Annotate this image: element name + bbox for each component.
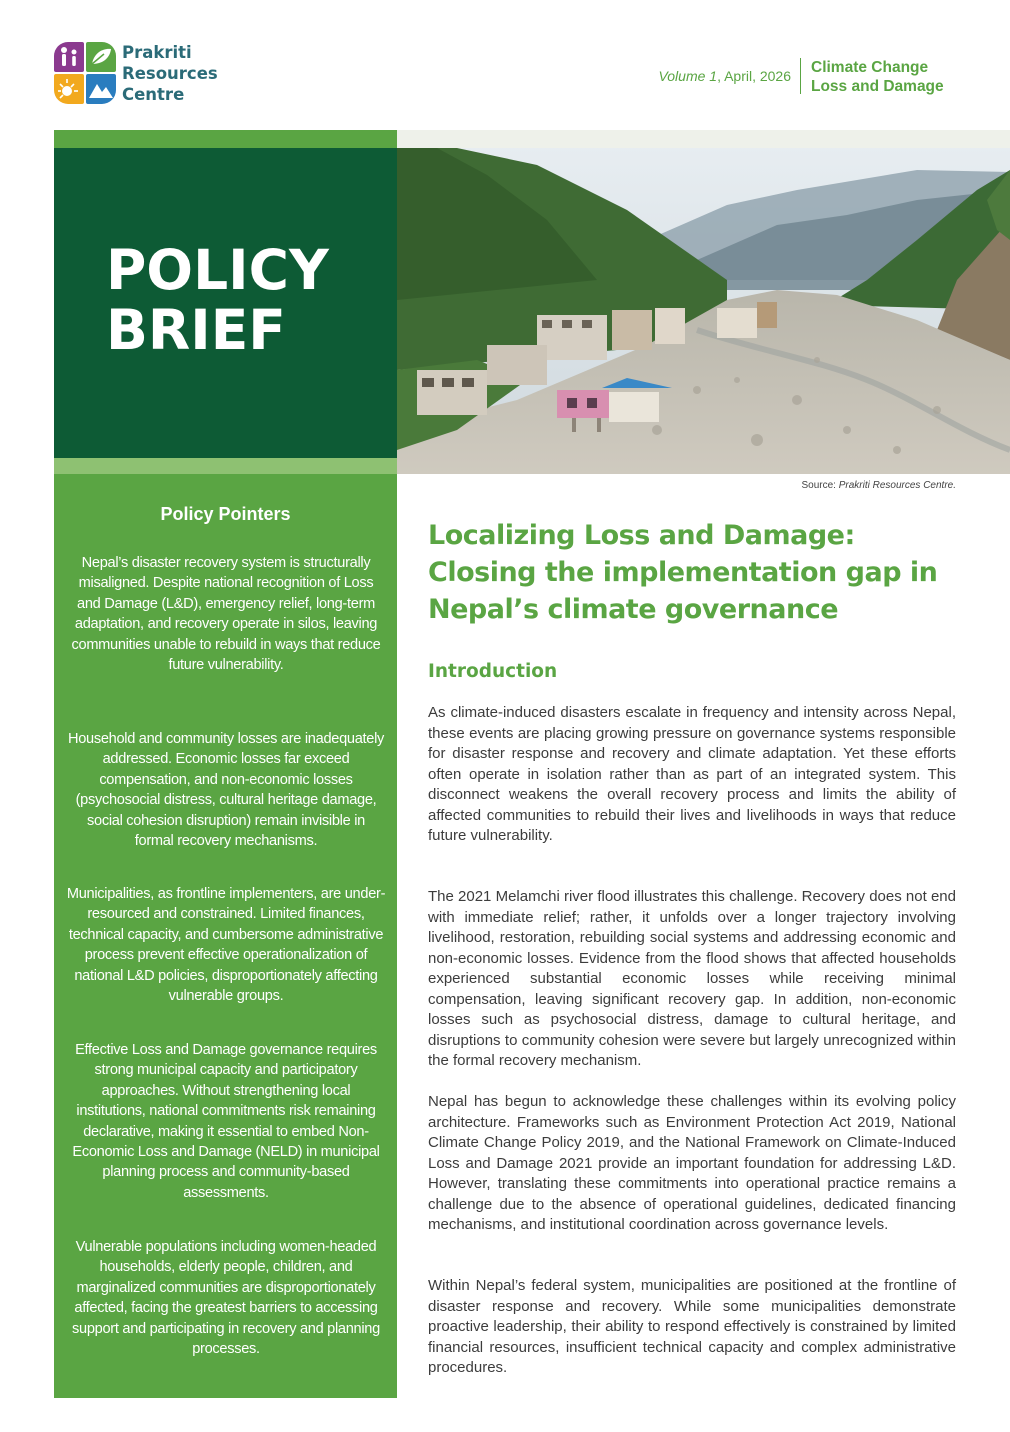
- logo-mark-icon: [54, 42, 116, 106]
- header-band-accent: [54, 130, 397, 148]
- intro-paragraph-1: As climate-induced disasters escalate in frequency and intensity across Nepal, these events are placing growing pressure on governance systems responsible for disaster response and recovery and climate adaptation. Yet these efforts often operate in isolation rather than as part of an integrated system. This disconnect weakens the overall recovery process and limits the ability of affected communities to rebuild their lives and livelihoods in ways that reduce future vulnerability.: [428, 704, 956, 844]
- leaf-icon: [86, 42, 116, 72]
- family-icon: [54, 42, 84, 72]
- policy-brief-title: [106, 240, 329, 360]
- policy-pointer-3: Municipalities, as frontline implementers, are under-resourced and constrained. Limited finances, technical capacity, and cumbersome administrative process prevent effective operationalization of national L&D policies, disproportionately affecting vulnerable groups.: [66, 886, 386, 1005]
- logo-line-1: Prakriti: [122, 43, 192, 62]
- volume-number: Volume 1: [658, 68, 718, 84]
- main-title-line-1: Localizing Loss and Damage:: [428, 520, 855, 551]
- series-label: [811, 58, 944, 96]
- policy-pointer-4: Effective Loss and Damage governance requires strong municipal capacity and participatory approaches. Without strengthening local institutions, national commitments risk remaining declarative, making it essential to embed Non-Economic Loss and Damage (NELD) in municipal planning process and community-based assessments.: [72, 1042, 380, 1201]
- title-line-brief: BRIEF: [106, 298, 286, 362]
- prc-logo[interactable]: [54, 42, 224, 108]
- main-title-line-3: Nepal’s climate governance: [428, 594, 839, 625]
- logo-wordmark: [122, 42, 218, 105]
- source-name: Prakriti Resources Centre.: [838, 480, 956, 491]
- issue-date: , April, 2026: [717, 68, 791, 84]
- series-line-1: Climate Change: [811, 59, 929, 76]
- policy-pointer-2: Household and community losses are inadequately addressed. Economic losses far exceed compensation, and non-economic losses (psychosocial distress, cultural heritage damage, social cohesion disruption) remain invisible in formal recovery mechanisms.: [67, 731, 385, 850]
- main-title-line-2: Closing the implementation gap in: [428, 557, 938, 588]
- logo-line-2: Resources: [122, 64, 218, 83]
- policy-pointers-heading: Policy Pointers: [160, 504, 291, 524]
- series-line-2: Loss and Damage: [811, 78, 944, 95]
- policy-pointers-sidebar: [54, 474, 397, 1398]
- header-divider: [800, 58, 801, 94]
- intro-paragraph-3: Nepal has begun to acknowledge these challenges within its evolving policy architecture. Frameworks such as Environment Protection Act 2019, National Climate Change Policy 2019, and the National Framework on Climate-Induced Loss and Damage 2021 provide an important foundation for addressing L&D. However, translating these commitments into operational practice remains a challenge due to the absence of operational guidelines, dedicated financing mechanisms, and institutional coordination across governance levels.: [428, 1093, 956, 1233]
- introduction-heading: Introduction: [428, 661, 558, 682]
- logo-line-3: Centre: [122, 85, 185, 104]
- source-label: Source:: [801, 480, 839, 491]
- brief-main-title: [428, 517, 968, 628]
- volume-date: [658, 68, 791, 84]
- photo-source-caption: [801, 480, 956, 491]
- panel-bottom-band: [54, 458, 397, 474]
- sun-icon: [54, 74, 84, 104]
- intro-paragraph-4: Within Nepal’s federal system, municipalities are positioned at the frontline of disaster response and recovery. While some municipalities demonstrate proactive leadership, their ability to respond effectively is constrained by limited financial resources, insufficient technical capacity and complex administrative procedures.: [428, 1277, 956, 1376]
- intro-paragraph-2: The 2021 Melamchi river flood illustrates this challenge. Recovery does not end with immediate relief; rather, it unfolds over a longer trajectory involving livelihood, restoration, rebuilding social systems and addressing economic and non-economic losses. Evidence from the flood shows that affected households experienced substantial economic losses while receiving minimal compensation, leaving significant recovery gap. In addition, non-economic losses such as psychosocial distress, damage to cultural heritage, and disruptions to community cohesion were severe but largely unrecognized within the formal recovery mechanism.: [428, 888, 956, 1069]
- cover-photo: [397, 130, 1010, 474]
- mountain-icon: [86, 74, 116, 104]
- policy-pointer-1: Nepal’s disaster recovery system is structurally misaligned. Despite national recognition of Loss and Damage (L&D), emergency relief, long-term adaptation, and recovery operate in silos, leaving communities unable to rebuild in ways that reduce future vulnerability.: [71, 555, 381, 674]
- policy-pointer-5: Vulnerable populations including women-headed households, elderly people, children, and marginalized communities are disproportionately affected, facing the greatest barriers to accessing support and participating in recovery and planning processes.: [72, 1239, 380, 1358]
- title-line-policy: POLICY: [106, 238, 329, 302]
